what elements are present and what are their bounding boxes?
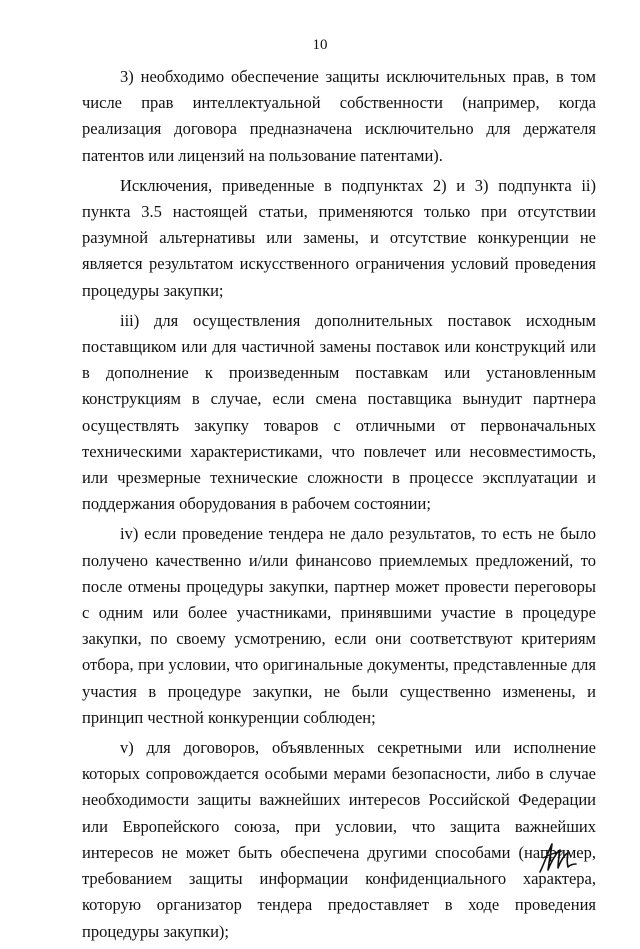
paragraph-clause-iv: iv) если проведение тендера не дало результатов, то есть не было получено качественно и/или финансово приемлемых предложений, то после отмены процедуры закупки, партнер может провести переговоры с одним или более участниками, принявшими участие в процедуре закупки, по своему усмотрению, если они соответствуют критериям отбора, при условии, что оригинальные документы, представленные для участия в процедуре закупки, не были существенно изменены, и принцип честной конкуренции соблюден; — [82, 524, 596, 727]
handwritten-signature — [534, 838, 580, 878]
document-body — [82, 64, 596, 949]
page-number: 10 — [312, 37, 328, 53]
paragraph-exceptions: Исключения, приведенные в подпунктах 2) и 3) подпункта ii) пункта 3.5 настоящей статьи, применяются только при отсутствии разумной альтернативы или замены, и отсутствие конкуренции не является результатом искусственного ограничения условий проведения процедуры закупки; — [82, 175, 596, 300]
paragraph-clause-iii: iii) для осуществления дополнительных поставок исходным поставщиком или для частичной замены поставок или конструкций или в дополнение к произведенным поставкам или установленным конструкциям в случае, если смена поставщика вынудит партнера осуществлять закупку товаров с отличными от первоначальных техническими характеристиками, что повлечет или несовместимость, или чрезмерные технические сложности в процессе эксплуатации и поддержания оборудования в рабочем состоянии; — [82, 310, 596, 514]
paragraph-clause-v: v) для договоров, объявленных секретными или исполнение которых сопровождается особыми мерами безопасности, либо в случае необходимости защиты важнейших интересов Российской Федерации или Европейского союза, при условии, что защита важнейших интересов не может быть обеспечена другими способами (например, требованием защиты информации конфиденциального характера, которую организатор тендера предоставляет в ходе проведения процедуры закупки); — [82, 738, 596, 941]
paragraph-clause-3: 3) необходимо обеспечение защиты исключительных прав, в том числе прав интеллектуальной собственности (например, когда реализация договора предназначена исключительно для держателя патентов или лицензий на пользование патентами). — [82, 67, 596, 165]
